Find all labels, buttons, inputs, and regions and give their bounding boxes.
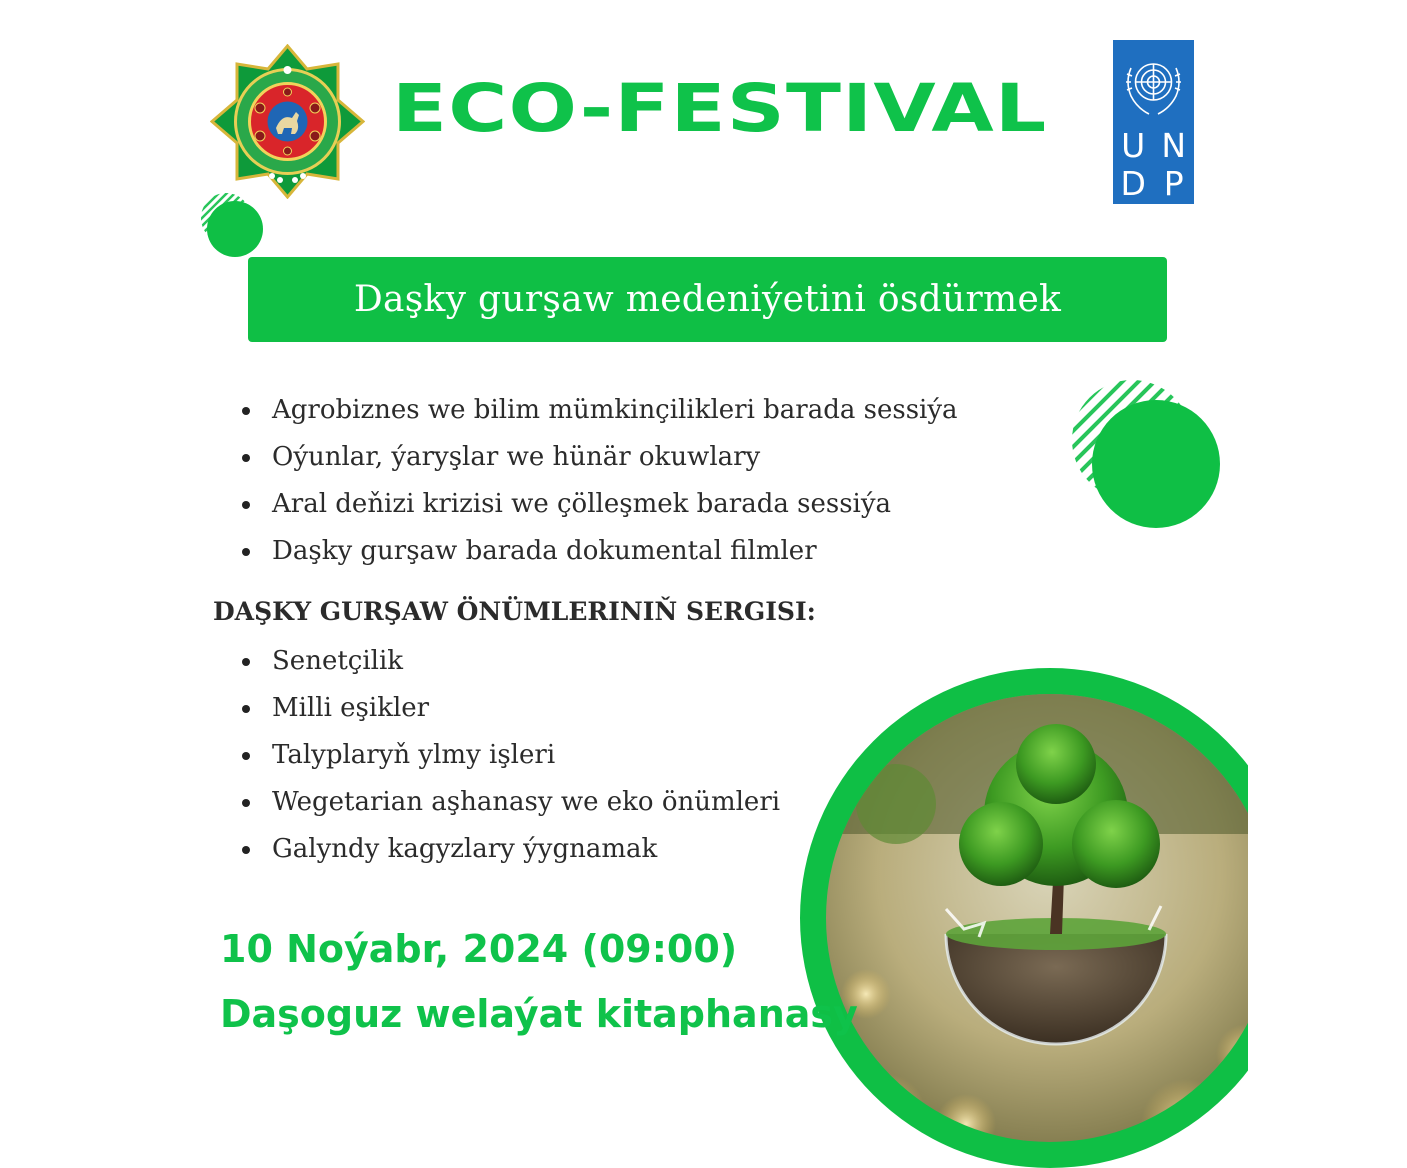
list-item: Daşky gurşaw barada dokumental filmler xyxy=(242,528,958,575)
tree-in-globe-image xyxy=(826,694,1274,1142)
un-globe-icon xyxy=(1121,48,1186,120)
list-item: Senetçilik xyxy=(242,638,780,685)
undp-letter-p: P xyxy=(1163,164,1184,203)
exhibition-list xyxy=(242,638,780,873)
exhibition-heading: DAŞKY GURŞAW ÖNÜMLERINIŇ SERGISI: xyxy=(213,597,816,626)
list-item: Galyndy kagyzlary ýygnamak xyxy=(242,826,780,873)
turkmenistan-emblem-icon xyxy=(210,44,365,199)
event-place: Daşoguz welaýat kitaphanasy xyxy=(220,992,858,1036)
undp-logo xyxy=(1113,40,1194,204)
undp-letter-n: N xyxy=(1161,126,1187,165)
list-item: Oýunlar, ýaryşlar we hünär okuwlary xyxy=(242,434,958,481)
sessions-list xyxy=(242,387,958,575)
undp-letter-d: D xyxy=(1120,164,1146,203)
banner-text: Daşky gurşaw medeniýetini ösdürmek xyxy=(353,279,1062,320)
event-date: 10 Noýabr, 2024 (09:00) xyxy=(220,927,738,971)
page-edge-mask xyxy=(1248,0,1407,1080)
list-item: Milli eşikler xyxy=(242,685,780,732)
decorative-circle-small xyxy=(200,192,268,260)
list-item: Talyplaryň ylmy işleri xyxy=(242,732,780,779)
list-item: Wegetarian aşhanasy we eko önümleri xyxy=(242,779,780,826)
page-title: ECO-FESTIVAL xyxy=(392,70,1048,147)
list-item: Aral deňizi krizisi we çölleşmek barada sessiýa xyxy=(242,481,958,528)
decorative-circle-right xyxy=(1070,378,1225,533)
undp-letter-u: U xyxy=(1121,126,1146,165)
subtitle-banner xyxy=(248,257,1167,342)
list-item: Agrobiznes we bilim mümkinçilikleri barada sessiýa xyxy=(242,387,958,434)
